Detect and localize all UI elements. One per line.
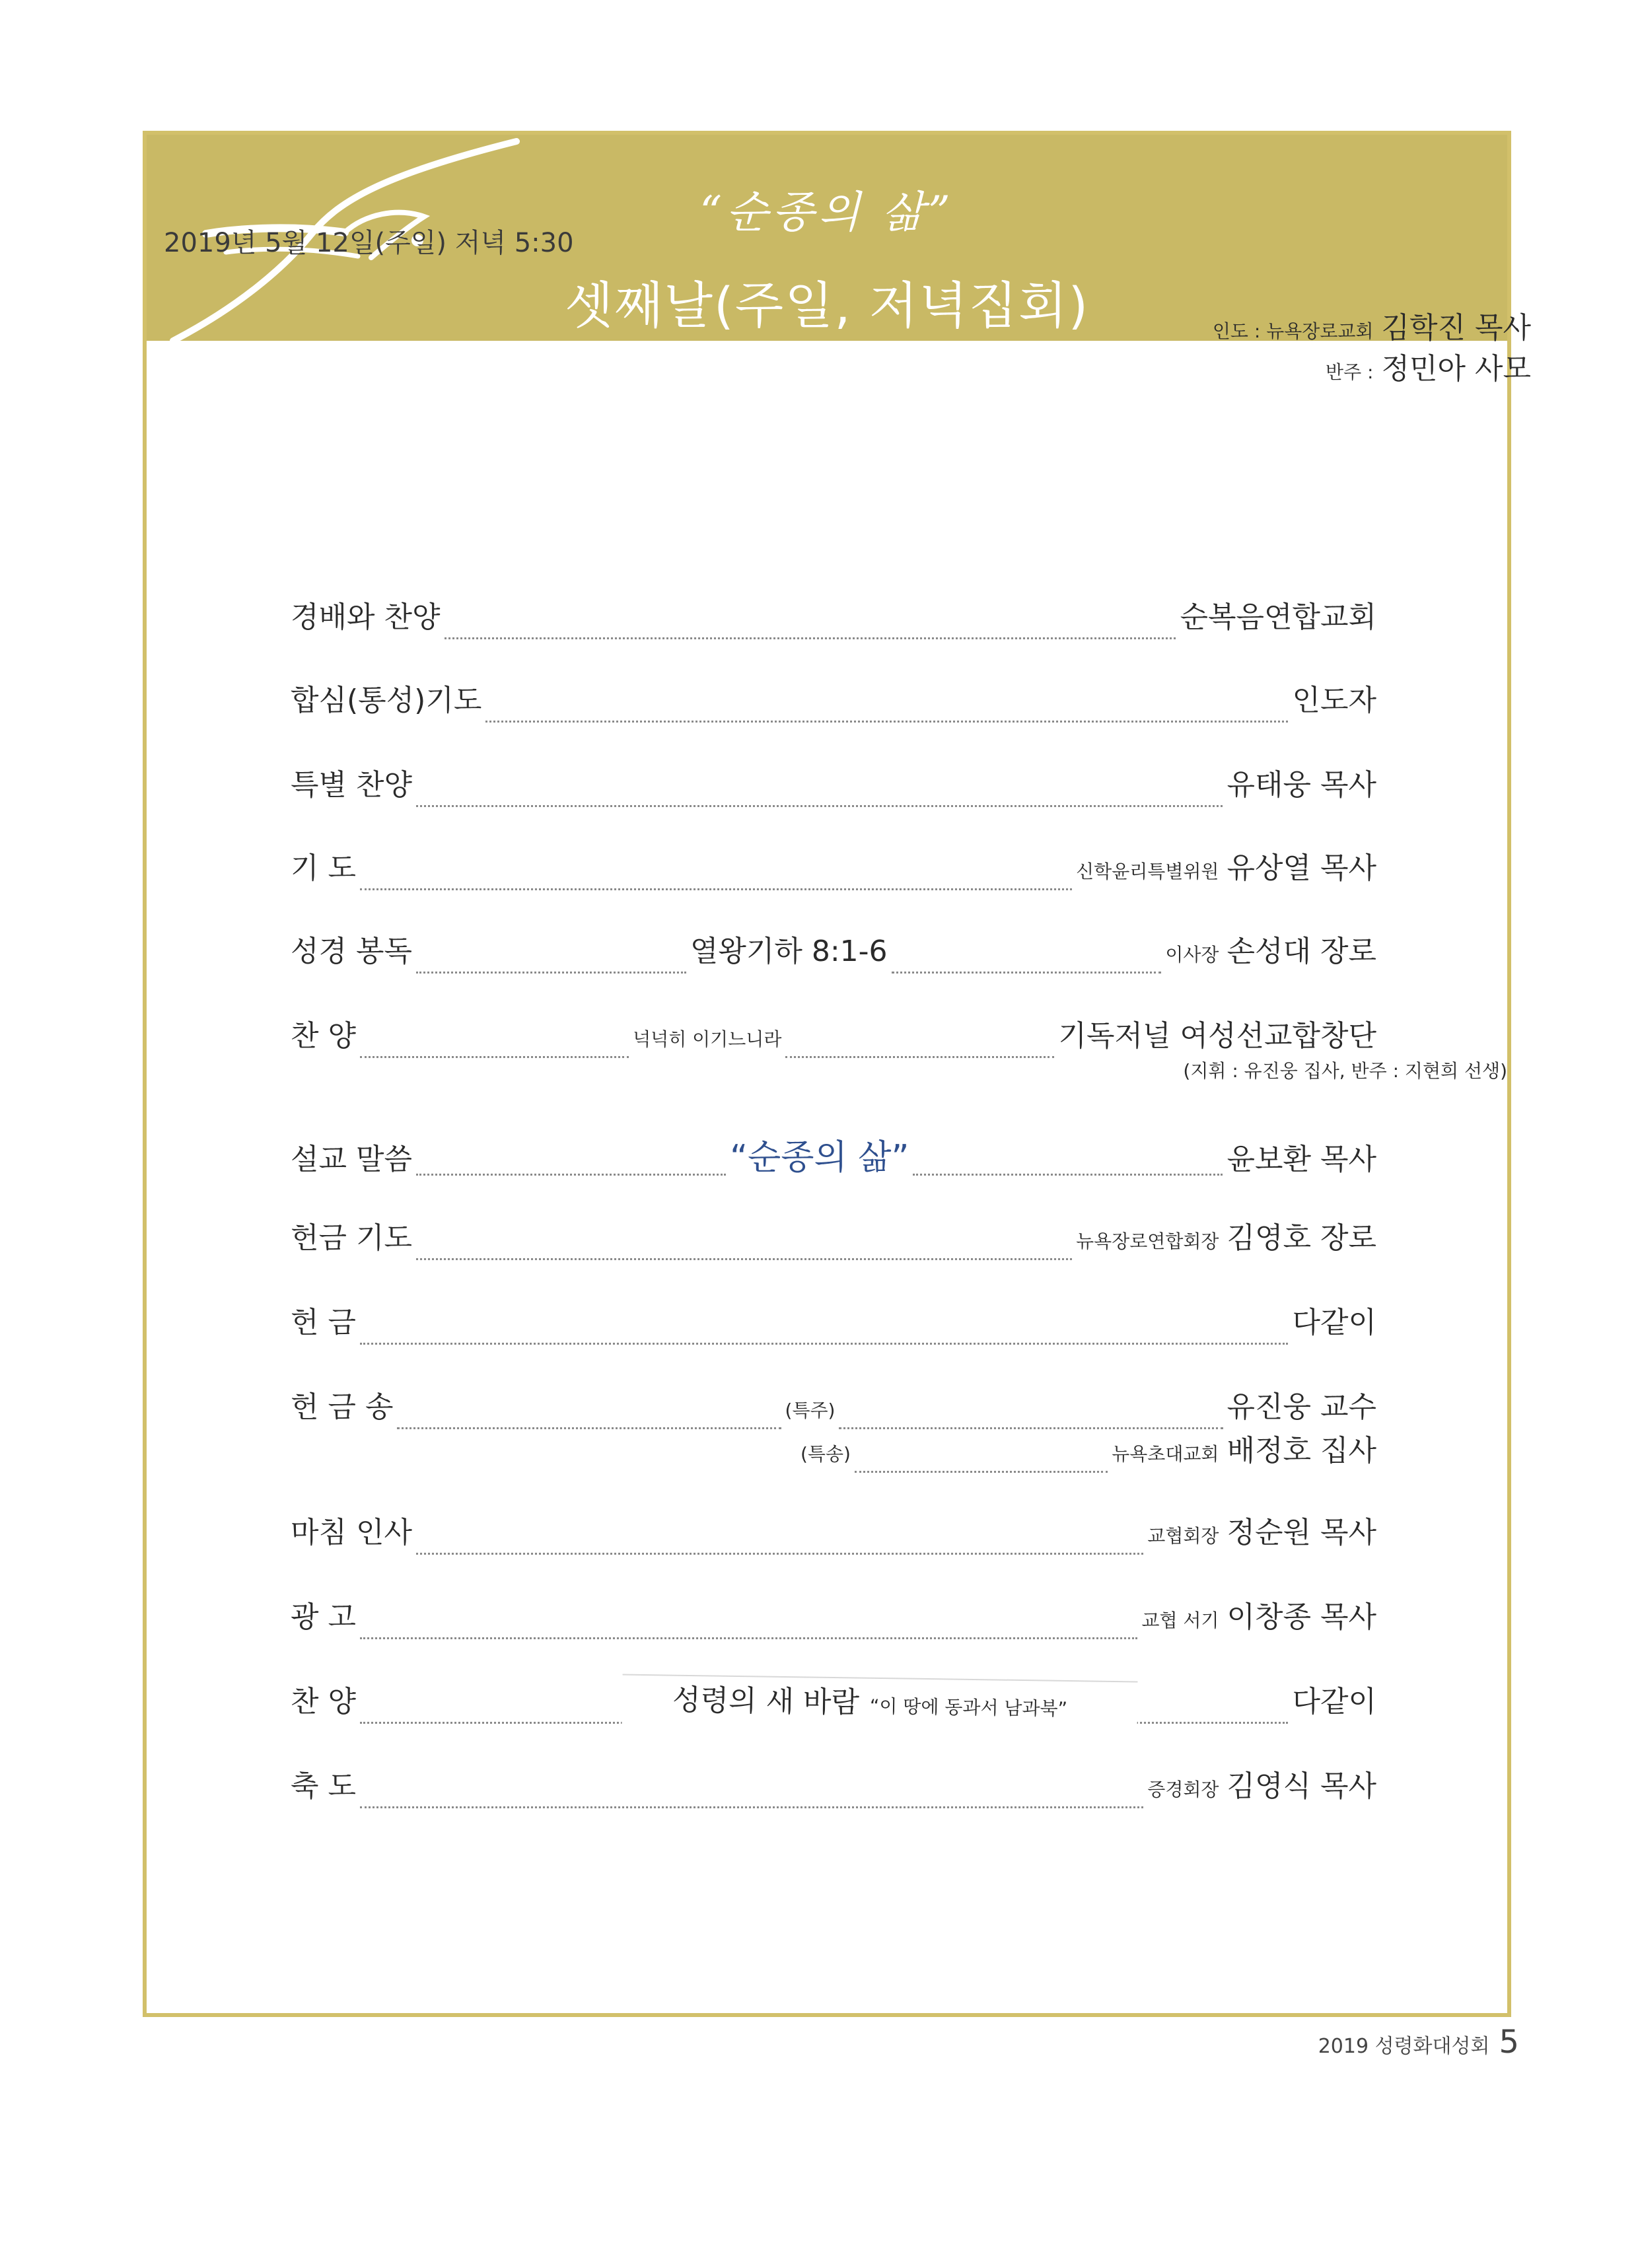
program-leader: 기독저널 여성선교합창단 bbox=[1058, 1019, 1377, 1053]
program-leader: 김영식 목사 bbox=[1227, 1769, 1376, 1803]
program-leader: 유진웅 교수 bbox=[1227, 1390, 1377, 1424]
program-leader: 이창종 목사 bbox=[1227, 1600, 1376, 1634]
program-item: 헌금 기도 bbox=[291, 1221, 413, 1255]
page-footer bbox=[1318, 2024, 1519, 2061]
leader-dots bbox=[397, 1427, 781, 1429]
program-leader-role: 교협 서기 bbox=[1141, 1610, 1219, 1631]
program-row bbox=[291, 676, 1376, 729]
program-row bbox=[291, 1762, 1376, 1815]
program-leader: 인도자 bbox=[1292, 684, 1376, 717]
program-subrow bbox=[801, 1427, 1376, 1479]
leader-dots bbox=[855, 1471, 1108, 1473]
credit-pianist bbox=[1326, 345, 1531, 387]
program-row bbox=[291, 844, 1376, 897]
program-leader: 정순원 목사 bbox=[1227, 1516, 1376, 1549]
leader-dots bbox=[360, 1637, 1137, 1639]
leader-dots bbox=[892, 972, 1162, 974]
program-row bbox=[291, 761, 1376, 814]
leader-dots bbox=[360, 1343, 1288, 1345]
program-leader-role: 이사장 bbox=[1165, 944, 1219, 966]
sermon-title: “순종의 삶” bbox=[730, 1138, 909, 1178]
program-leader-role: 교협회장 bbox=[1147, 1525, 1219, 1547]
leader-dots bbox=[360, 888, 1072, 890]
program-item: 설교 말씀 bbox=[291, 1143, 413, 1176]
leader-dots bbox=[445, 637, 1176, 639]
leader-dots bbox=[416, 1174, 726, 1176]
credit-leader-name: 김학진 목사 bbox=[1381, 311, 1531, 345]
leader-dots bbox=[485, 721, 1288, 723]
program-leader: 손성대 장로 bbox=[1227, 935, 1376, 968]
program-leader: 다같이 bbox=[1292, 1685, 1376, 1719]
day-title: 셋째날(주일, 저녁집회) bbox=[564, 276, 1090, 335]
program-row bbox=[291, 927, 1376, 980]
hymn-subtitle: “이 땅에 동과서 남과북” bbox=[869, 1695, 1068, 1720]
leader-dots bbox=[913, 1174, 1223, 1176]
program-item: 광 고 bbox=[291, 1600, 356, 1634]
program-row bbox=[291, 1298, 1376, 1351]
program-item: 찬 양 bbox=[291, 1019, 356, 1053]
program-row bbox=[291, 1593, 1376, 1646]
page-number: 5 bbox=[1499, 2024, 1519, 2061]
credit-pianist-label: 반주 : bbox=[1326, 361, 1374, 383]
program-leader: 순복음연합교회 bbox=[1180, 600, 1376, 634]
song-title: 넉넉히 이기느니라 bbox=[633, 1028, 782, 1050]
program-item: 헌 금 bbox=[291, 1306, 356, 1339]
theme-title: “순종의 삶” bbox=[699, 187, 954, 238]
leader-dots bbox=[785, 1056, 1054, 1058]
music-type: (특주) bbox=[785, 1400, 836, 1421]
program-row bbox=[291, 1508, 1376, 1561]
program-leader: 유태웅 목사 bbox=[1227, 768, 1376, 802]
program-row bbox=[291, 1214, 1376, 1267]
credit-leader bbox=[1213, 304, 1531, 346]
program-leader: 윤보환 목사 bbox=[1227, 1143, 1376, 1176]
program-item: 경배와 찬양 bbox=[291, 600, 441, 634]
choir-detail: (지휘 : 유진웅 집사, 반주 : 지현희 선생) bbox=[1183, 1060, 1507, 1082]
program-leader-role: 증경회장 bbox=[1147, 1779, 1219, 1800]
program-item: 마침 인사 bbox=[291, 1516, 413, 1549]
leader-dots bbox=[416, 972, 686, 974]
credit-leader-label: 인도 : 뉴욕장로교회 bbox=[1212, 320, 1374, 342]
music-type: (특송) bbox=[801, 1443, 851, 1465]
leader-dots bbox=[416, 1258, 1072, 1260]
publication-name: 2019 성령화대성회 bbox=[1318, 2035, 1490, 2058]
program-item: 합심(통성)기도 bbox=[291, 684, 482, 717]
date-line: 2019년 5월 12일(주일) 저녁 5:30 bbox=[164, 228, 574, 258]
program-item: 찬 양 bbox=[291, 1685, 356, 1719]
leader-dots bbox=[360, 1806, 1143, 1808]
program-leader: 유상열 목사 bbox=[1227, 851, 1376, 885]
leader-dots bbox=[360, 1056, 629, 1058]
program-leader: 배정호 집사 bbox=[1227, 1434, 1376, 1468]
program-row bbox=[291, 593, 1376, 646]
program-item: 축 도 bbox=[291, 1769, 356, 1803]
program-leader: 김영호 장로 bbox=[1227, 1221, 1376, 1255]
leader-dots bbox=[416, 1553, 1143, 1555]
program-item: 헌 금 송 bbox=[291, 1390, 394, 1424]
program-leader: 다같이 bbox=[1292, 1306, 1376, 1339]
scripture-reference: 열왕기하 8:1-6 bbox=[690, 935, 888, 968]
program-leader-role: 뉴욕초대교회 bbox=[1112, 1443, 1219, 1465]
program-leader-role: 신학윤리특별위원 bbox=[1076, 861, 1219, 882]
program-leader-role: 뉴욕장로연합회장 bbox=[1076, 1230, 1219, 1252]
program-item: 성경 봉독 bbox=[291, 935, 413, 968]
hymn-title-slip bbox=[622, 1674, 1137, 1733]
program-row bbox=[291, 1129, 1376, 1182]
program-item: 특별 찬양 bbox=[291, 768, 413, 802]
hymn-title: 성령의 새 바람 bbox=[672, 1683, 860, 1720]
leader-dots bbox=[416, 805, 1223, 807]
program-item: 기 도 bbox=[291, 851, 356, 885]
credit-pianist-name: 정민아 사모 bbox=[1381, 352, 1531, 386]
